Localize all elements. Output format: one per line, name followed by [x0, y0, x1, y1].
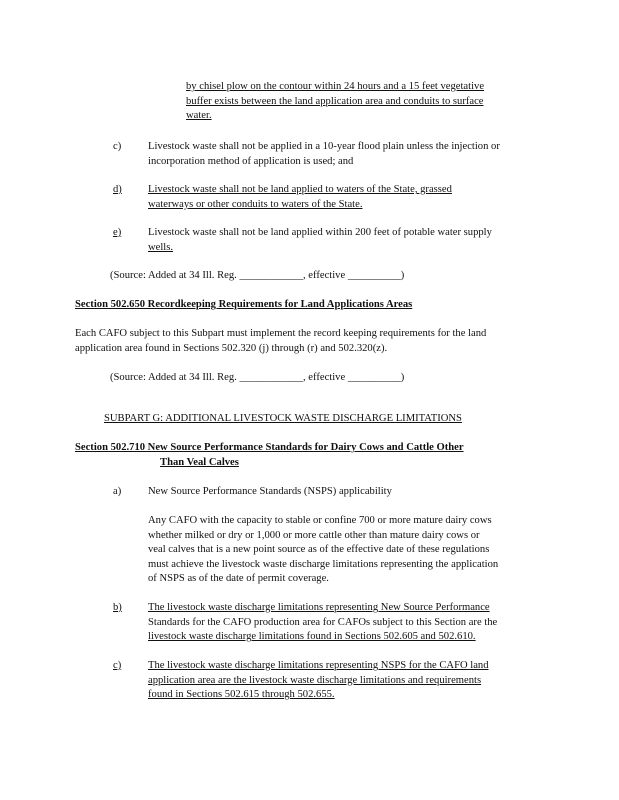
text-line: veal calves that is a new point source as of the effective date of these regulations [148, 544, 490, 556]
text-line: livestock waste discharge limitations found in Sections 502.605 and 502.610. [148, 631, 476, 643]
text-line: incorporation method of application is used; and [148, 155, 354, 167]
item-c-marker: c) [113, 141, 122, 152]
item-b-text [148, 601, 497, 645]
text-line: waterways or other conduits to waters of the State. [148, 198, 363, 210]
item-d-marker: d) [113, 184, 122, 195]
item-c2-text [148, 659, 489, 703]
intro-paragraph [186, 80, 484, 124]
text-line: of NSPS as of the date of permit coverage. [148, 573, 329, 585]
text-line: The livestock waste discharge limitations representing NSPS for the CAFO land [148, 660, 489, 671]
text-line: Each CAFO subject to this Subpart must implement the record keeping requirements for the land [75, 328, 487, 339]
heading-line: Than Veal Calves [160, 456, 239, 468]
text-line: must achieve the livestock waste discharge limitations representing the application [148, 558, 499, 570]
source-note: (Source: Added at 34 Ill. Reg. ____________, effective __________) [110, 372, 405, 383]
text-line: Any CAFO with the capacity to stable or confine 700 or more mature dairy cows [148, 515, 492, 526]
section-650-body [75, 327, 486, 356]
text-line: application area found in Sections 502.320 (j) through (r) and 502.320(z). [75, 342, 388, 354]
section-heading: Section 502.650 Recordkeeping Requirements for Land Applications Areas [75, 299, 413, 310]
item-b-marker: b) [113, 602, 122, 613]
heading-line: Section 502.710 New Source Performance Standards for Dairy Cows and Cattle Other [75, 442, 464, 453]
item-a-body [148, 514, 498, 587]
text-line: water. [186, 110, 212, 122]
text-line: Standards for the CAFO production area for CAFOs subject to this Section are the [148, 616, 498, 628]
section-heading [75, 441, 464, 470]
item-a-title: New Source Performance Standards (NSPS) applicability [148, 486, 392, 497]
item-e-marker: e) [113, 227, 122, 238]
item-e-text [148, 226, 492, 255]
text-line: Livestock waste shall not be land applied to waters of the State, grassed [148, 184, 452, 195]
text-line: wells. [148, 241, 174, 253]
text-line: Livestock waste shall not be applied in a 10-year flood plain unless the injection or [148, 141, 500, 152]
subpart-title: SUBPART G: ADDITIONAL LIVESTOCK WASTE DISCHARGE LIMITATIONS [104, 413, 462, 424]
item-c2-marker: c) [113, 660, 122, 671]
item-a-marker: a) [113, 486, 122, 497]
item-c-text [148, 140, 500, 169]
item-d-text [148, 183, 452, 212]
text-line: The livestock waste discharge limitations representing New Source Performance [148, 602, 490, 613]
text-line: application area are the livestock waste discharge limitations and requirements [148, 674, 482, 686]
source-note: (Source: Added at 34 Ill. Reg. ____________, effective __________) [110, 270, 405, 281]
text-line: buffer exists between the land application area and conduits to surface [186, 95, 484, 107]
text-line: Livestock waste shall not be land applied within 200 feet of potable water supply [148, 227, 492, 238]
text-line: whether milked or dry or 1,000 or more cattle other than mature dairy cows or [148, 529, 480, 541]
text-line: found in Sections 502.615 through 502.655. [148, 689, 335, 701]
text-line: by chisel plow on the contour within 24 hours and a 15 feet vegetative [186, 81, 485, 92]
